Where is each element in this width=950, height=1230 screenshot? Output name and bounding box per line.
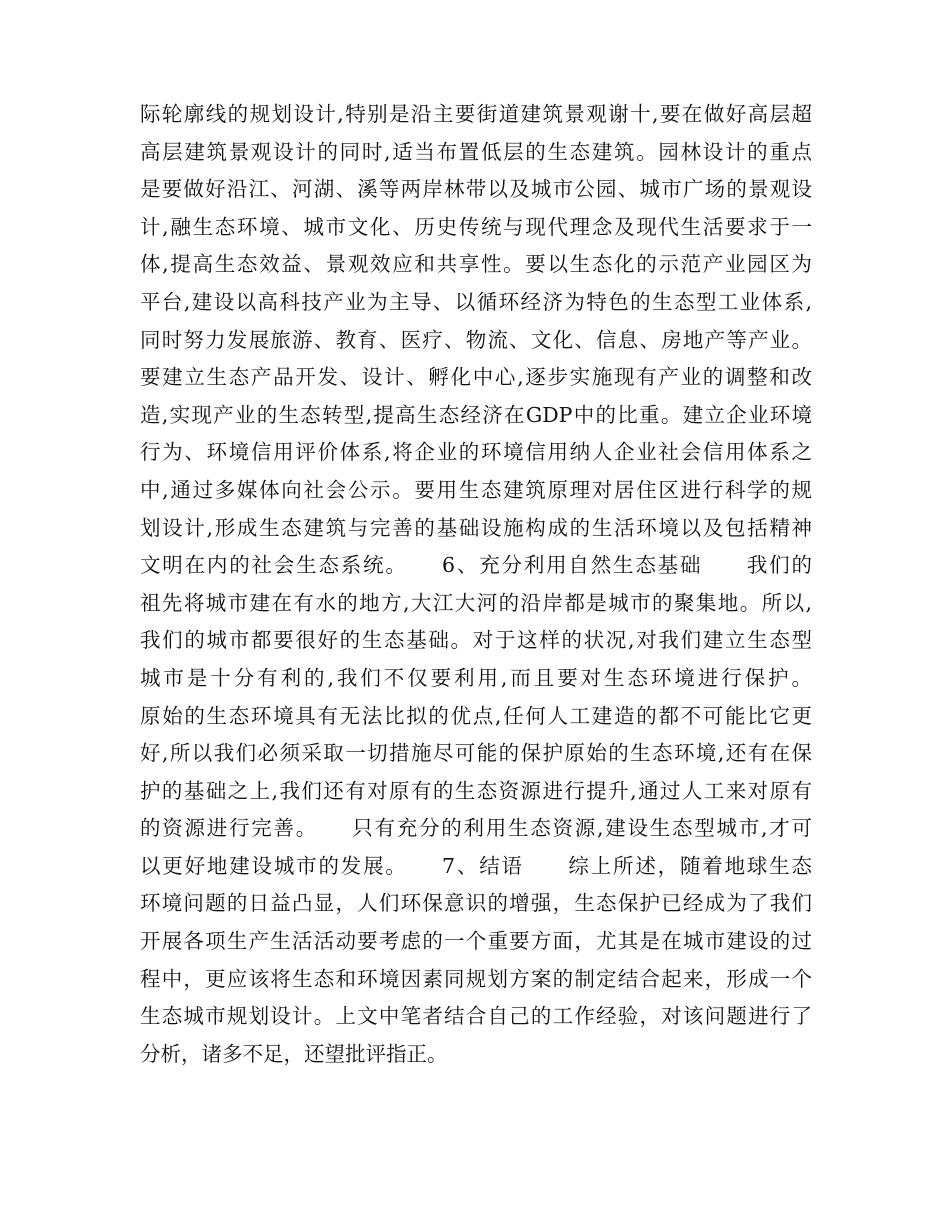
text-line: 平台,建设以高科技产业为主导、以循环经济为特色的生态型工业体系, (140, 289, 812, 314)
text-line: 划设计,形成生态建筑与完善的基础设施构成的生活环境以及包括精神 (140, 515, 812, 540)
text-line: 我们的城市都要很好的生态基础。对于这样的状况,对我们建立生态型 (140, 628, 812, 653)
document-page (140, 96, 812, 1073)
text-line: 是要做好沿江、河湖、溪等两岸林带以及城市公园、城市广场的景观设 (140, 177, 812, 202)
text-line: 体,提高生态效益、景观效应和共享性。要以生态化的示范产业园区为 (140, 252, 812, 277)
text-line: 计,融生态环境、城市文化、历史传统与现代理念及现代生活要求于一 (140, 214, 812, 239)
text-line: 高层建筑景观设计的同时,适当布置低层的生态建筑。园林设计的重点 (140, 139, 812, 164)
text-line: 造,实现产业的生态转型,提高生态经济在GDP中的比重。建立企业环境 (140, 402, 812, 427)
text-line: 同时努力发展旅游、教育、医疗、物流、文化、信息、房地产等产业。 (140, 327, 812, 352)
text-line: 环境问题的日益凸显，人们环保意识的增强，生态保护已经成为了我们 (140, 891, 812, 916)
text-line: 祖先将城市建在有水的地方,大江大河的沿岸都是城市的聚集地。所以, (140, 590, 812, 615)
text-line: 开展各项生产生活活动要考虑的一个重要方面，尤其是在城市建设的过 (140, 929, 812, 954)
text-line: 程中，更应该将生态和环境因素同规划方案的制定结合起来，形成一个 (140, 966, 812, 991)
text-line: 城市是十分有利的,我们不仅要利用,而且要对生态环境进行保护。 (140, 665, 812, 690)
text-line: 生态城市规划设计。上文中笔者结合自己的工作经验，对该问题进行了 (140, 1004, 812, 1029)
text-line: 的资源进行完善。 只有充分的利用生态资源,建设生态型城市,才可 (140, 816, 812, 841)
text-line: 际轮廓线的规划设计,特别是沿主要街道建筑景观谢十,要在做好高层超 (140, 102, 812, 126)
text-line: 分析，诸多不足，还望批评指正。 (140, 1041, 448, 1066)
text-line: 护的基础之上,我们还有对原有的生态资源进行提升,通过人工来对原有 (140, 778, 812, 803)
text-line: 好,所以我们必须采取一切措施尽可能的保护原始的生态环境,还有在保 (140, 741, 812, 766)
text-line: 以更好地建设城市的发展。 7、结语 综上所述，随着地球生态 (140, 853, 812, 878)
text-line: 原始的生态环境具有无法比拟的优点,任何人工建造的都不可能比它更 (140, 703, 812, 728)
text-line: 行为、环境信用评价体系,将企业的环境信用纳人企业社会信用体系之 (140, 440, 812, 465)
text-line: 要建立生态产品开发、设计、孵化中心,逐步实施现有产业的调整和改 (140, 365, 812, 390)
text-line: 中,通过多媒体向社会公示。要用生态建筑原理对居住区进行科学的规 (140, 477, 812, 502)
text-line: 文明在内的社会生态系统。 6、充分利用自然生态基础 我们的 (140, 553, 812, 578)
